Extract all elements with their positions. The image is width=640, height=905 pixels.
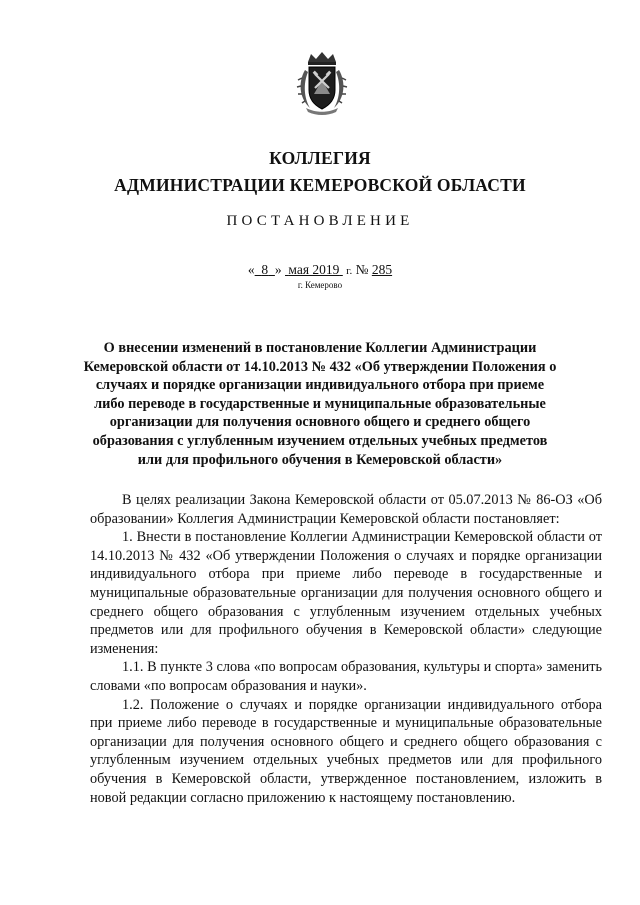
date-year-suffix: г. [346,265,353,277]
body-paragraph-3: 1.1. В пункте 3 слова «по вопросам образования, культуры и спорта» заменить словами «по вопросам образования и науки». [90,659,602,694]
doc-number-label: № [355,262,369,277]
document-type: ПОСТАНОВЛЕНИЕ [226,213,414,229]
org-title-line2: АДМИНИСТРАЦИИ КЕМЕРОВСКОЙ ОБЛАСТИ [114,175,526,195]
body-paragraph-4: 1.2. Положение о случаях и порядке организации индивидуального отбора при приеме либо переводе в государственные и муниципальные образовательные организации для получения основного общего и среднего общего образования с углубленным изучением отдельных учебных предметов или для профильного обучения в Кемеровской области, утвержденное постановлением, изложить в новой редакции согласно приложению к настоящему постановлению. [90,696,602,806]
doc-number: 285 [371,262,393,277]
city-label: г. Кемерово [297,280,343,290]
date-month-year: мая 2019 [288,262,340,277]
date-line [0,262,640,278]
kemerovo-coat-of-arms-icon [296,50,348,116]
document-body [90,491,602,807]
date-close-quote: » [274,262,282,277]
date-open-quote: « [247,262,255,277]
body-paragraph-2: 1. Внести в постановление Коллегии Администрации Кемеровской области от 14.10.2013 № 432 «Об утверждении Положения о случаях и порядке организации индивидуального отбора при приеме либо переводе в государственные и муниципальные образовательные организации для получения основного общего и среднего общего образования с углубленным изучением отдельных учебных предметов или для профильного обучения в Кемеровской области» следующие изменения: [90,529,602,657]
document-title: О внесении изменений в постановление Коллегии Администрации Кемеровской области от 14.10.2013 № 432 «Об утверждении Положения о случаях и порядке организации индивидуального отбора при приеме либо переводе в государственные и муниципальные образовательные организации для получения основного общего и среднего общего образования с углубленным изучением отдельных учебных предметов или для профильного обучения в Кемеровской области» [83,340,557,468]
org-title-line1: КОЛЛЕГИЯ [269,148,371,168]
date-day: 8 [261,262,269,277]
body-paragraph-1: В целях реализации Закона Кемеровской области от 05.07.2013 № 86-ОЗ «Об образовании» Коллегия Администрации Кемеровской области постановляет: [90,492,602,527]
